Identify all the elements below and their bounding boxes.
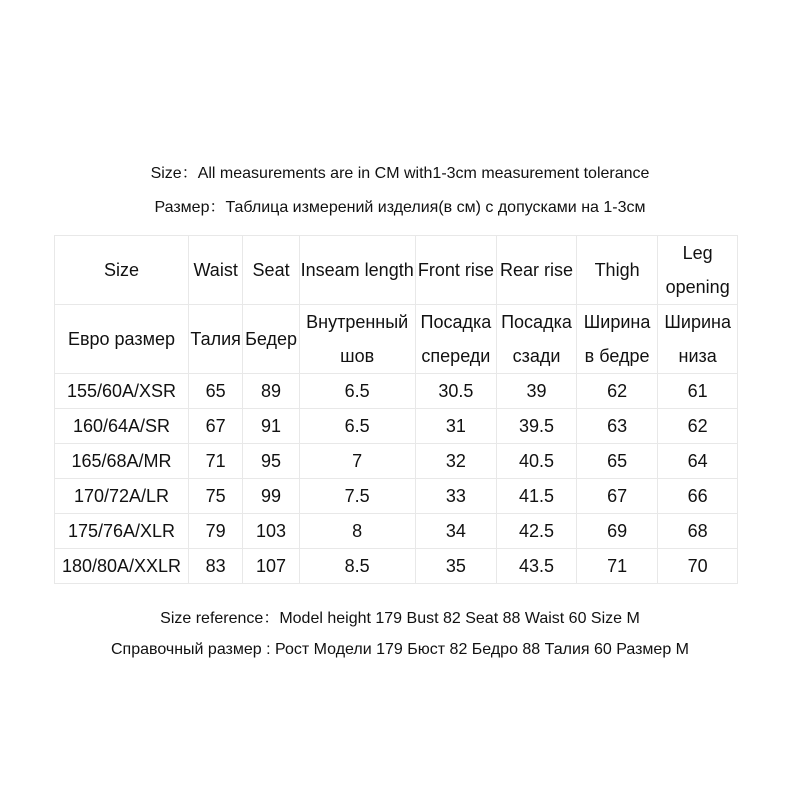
table-cell: 6.5	[299, 374, 415, 409]
table-cell: 107	[243, 549, 299, 584]
table-cell: 79	[188, 514, 242, 549]
table-cell: 61	[658, 374, 738, 409]
table-cell: 69	[576, 514, 658, 549]
header-row-en	[55, 236, 738, 305]
table-cell: 91	[243, 409, 299, 444]
table-cell: 75	[188, 479, 242, 514]
header-cell: Бедер	[243, 305, 299, 374]
table-row	[55, 549, 738, 584]
table-cell: 32	[415, 444, 497, 479]
header-cell: Посадка сзади	[497, 305, 577, 374]
table-cell: 62	[576, 374, 658, 409]
table-cell: 7	[299, 444, 415, 479]
header-cell: Внутренный шов	[299, 305, 415, 374]
table-cell: 99	[243, 479, 299, 514]
table-cell: 8	[299, 514, 415, 549]
header-cell: Seat	[243, 236, 299, 305]
table-cell: 175/76A/XLR	[55, 514, 189, 549]
header-cell: Посадка спереди	[415, 305, 497, 374]
table-cell: 33	[415, 479, 497, 514]
table-cell: 65	[576, 444, 658, 479]
table-cell: 71	[576, 549, 658, 584]
table-cell: 68	[658, 514, 738, 549]
table-cell: 103	[243, 514, 299, 549]
table-row	[55, 409, 738, 444]
table-cell: 39	[497, 374, 577, 409]
table-row	[55, 479, 738, 514]
header-cell: Талия	[188, 305, 242, 374]
header-cell: Leg opening	[658, 236, 738, 305]
table-cell: 35	[415, 549, 497, 584]
table-cell: 31	[415, 409, 497, 444]
table-cell: 165/68A/MR	[55, 444, 189, 479]
header-cell: Waist	[188, 236, 242, 305]
table-cell: 67	[188, 409, 242, 444]
header-row-ru	[55, 305, 738, 374]
table-cell: 34	[415, 514, 497, 549]
size-reference-ru: Справочный размер : Рост Модели 179 Бюст 82 Бедро 88 Талия 60 Размер M	[110, 641, 689, 658]
table-cell: 89	[243, 374, 299, 409]
header-cell: Size	[55, 236, 189, 305]
table-cell: 155/60A/XSR	[55, 374, 189, 409]
size-chart-table	[54, 235, 738, 584]
header-cell: Rear rise	[497, 236, 577, 305]
table-cell: 39.5	[497, 409, 577, 444]
table-cell: 64	[658, 444, 738, 479]
table-cell: 95	[243, 444, 299, 479]
header-cell: Ширина в бедре	[576, 305, 658, 374]
header-cell: Ширина низа	[658, 305, 738, 374]
measurement-note-ru: Размер：Таблица измерений изделия(в см) с допусками на 1-3см	[154, 199, 646, 216]
header-cell: Thigh	[576, 236, 658, 305]
table-cell: 8.5	[299, 549, 415, 584]
table-cell: 170/72A/LR	[55, 479, 189, 514]
table-cell: 65	[188, 374, 242, 409]
table-cell: 30.5	[415, 374, 497, 409]
table-cell: 180/80A/XXLR	[55, 549, 189, 584]
header-cell: Евро размер	[55, 305, 189, 374]
table-cell: 41.5	[497, 479, 577, 514]
table-cell: 42.5	[497, 514, 577, 549]
table-cell: 67	[576, 479, 658, 514]
table-cell: 66	[658, 479, 738, 514]
table-cell: 40.5	[497, 444, 577, 479]
header-cell: Inseam length	[299, 236, 415, 305]
table-cell: 63	[576, 409, 658, 444]
table-cell: 160/64A/SR	[55, 409, 189, 444]
measurement-note-en: Size：All measurements are in CM with1-3cm measurement tolerance	[150, 165, 650, 182]
table-row	[55, 444, 738, 479]
size-reference-en: Size reference：Model height 179 Bust 82 Seat 88 Waist 60 Size M	[160, 610, 640, 627]
table-cell: 71	[188, 444, 242, 479]
table-cell: 6.5	[299, 409, 415, 444]
table-cell: 83	[188, 549, 242, 584]
table-cell: 70	[658, 549, 738, 584]
table-row	[55, 514, 738, 549]
table-cell: 43.5	[497, 549, 577, 584]
table-cell: 62	[658, 409, 738, 444]
header-cell: Front rise	[415, 236, 497, 305]
table-row	[55, 374, 738, 409]
table-cell: 7.5	[299, 479, 415, 514]
